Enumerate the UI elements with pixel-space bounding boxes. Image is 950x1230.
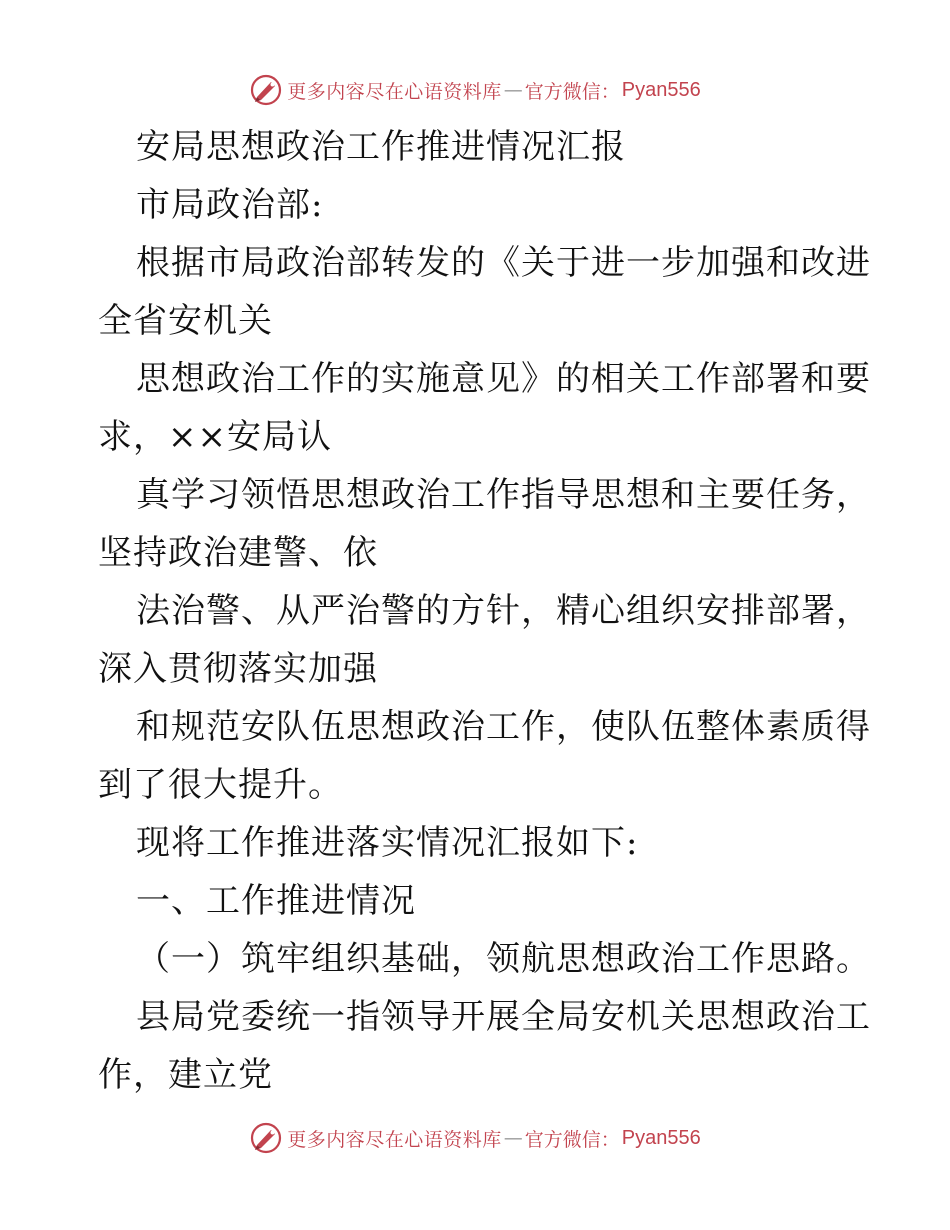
watermark-banner-bottom bbox=[0, 1118, 950, 1158]
watermark-banner-top bbox=[0, 70, 950, 110]
doc-line: 根据市局政治部转发的《关于进一步加强和改进 bbox=[136, 243, 871, 283]
doc-line: 县局党委统一指领导开展全局安机关思想政治工 bbox=[136, 997, 871, 1037]
pen-logo-icon bbox=[249, 73, 283, 107]
watermark-wechat-id: Pyan556 bbox=[621, 1126, 701, 1149]
doc-subsection-heading: （一）筑牢组织基础，领航思想政治工作思路。 bbox=[136, 939, 871, 979]
doc-line: 作，建立党 bbox=[98, 1055, 273, 1095]
doc-line: 思想政治工作的实施意见》的相关工作部署和要 bbox=[136, 359, 871, 399]
doc-line: 全省安机关 bbox=[98, 301, 273, 341]
doc-section-heading: 一、工作推进情况 bbox=[136, 881, 416, 921]
doc-addressee: 市局政治部: bbox=[136, 185, 324, 225]
pen-logo-icon bbox=[249, 1121, 283, 1155]
watermark-wechat-label: 官方微信： bbox=[524, 80, 620, 103]
watermark-wechat-label: 官方微信： bbox=[524, 1128, 620, 1151]
document-body bbox=[98, 118, 871, 1104]
watermark-site-text: 更多内容尽在心语资料库 bbox=[287, 1128, 502, 1151]
doc-title: 安局思想政治工作推进情况汇报 bbox=[136, 127, 626, 167]
watermark-site-text: 更多内容尽在心语资料库 bbox=[287, 80, 502, 103]
watermark-separator: — bbox=[503, 1127, 523, 1149]
doc-line: 现将工作推进落实情况汇报如下: bbox=[136, 823, 639, 863]
doc-line: 深入贯彻落实加强 bbox=[98, 649, 378, 689]
doc-line: 法治警、从严治警的方针，精心组织安排部署， bbox=[136, 591, 871, 631]
watermark-wechat-id: Pyan556 bbox=[621, 78, 701, 101]
doc-line: 到了很大提升。 bbox=[98, 765, 343, 805]
doc-line: 真学习领悟思想政治工作指导思想和主要任务， bbox=[136, 475, 871, 515]
doc-line: 求，××安局认 bbox=[98, 417, 332, 457]
doc-line: 坚持政治建警、依 bbox=[98, 533, 378, 573]
doc-line: 和规范安队伍思想政治工作，使队伍整体素质得 bbox=[136, 707, 871, 747]
watermark-separator: — bbox=[503, 79, 523, 101]
